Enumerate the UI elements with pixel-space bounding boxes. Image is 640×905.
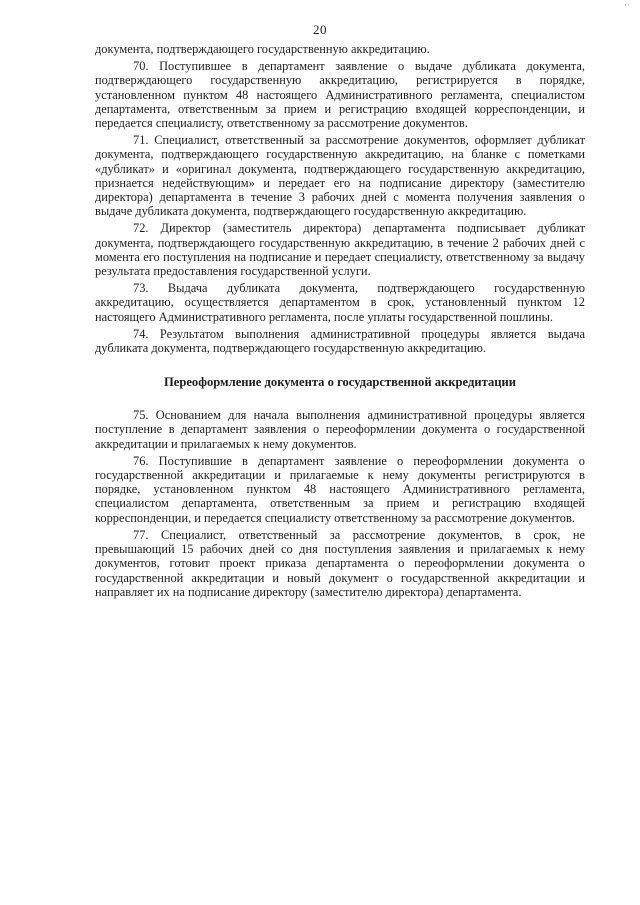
paragraph-continuation: документа, подтверждающего государственную аккредитацию. <box>95 42 430 56</box>
section-heading: Переоформление документа о государственной аккредитации <box>163 375 517 390</box>
paragraph-77: 77. Специалист, ответственный за рассмотрение документов, в срок, не превышающий 15 рабочих дней со дня поступления заявления и прилагаемых к нему документов, готовит проект приказа департамента о переоформлении документа о государственной аккредитации и новый документ о государственной аккредитации и направляет их на подписание директору (заместителю директора) департамента. <box>95 527 585 599</box>
corner-mark: ·· <box>624 0 630 10</box>
paragraph-73: 73. Выдача дубликата документа, подтверждающего государственную аккредитацию, осуществляется департаментом в срок, установленный пунктом 12 настоящего Административного регламента, после уплаты государственной пошлины. <box>95 281 585 324</box>
paragraph-76: 76. Поступившие в департамент заявление о переоформлении документа о государственной аккредитации и прилагаемые к нему документы регистрируются в порядке, установленном пунктом 48 настоящего Административного регламента, специалистом департамента, ответственным за прием и регистрацию входящей корреспонденции, и передается специалисту ответственному за рассмотрение документов. <box>95 453 585 525</box>
document-body <box>95 42 585 602</box>
paragraph-75: 75. Основанием для начала выполнения административной процедуры является поступление в департамент заявления о переоформлении документа о государственной аккредитации и прилагаемых к нему документов. <box>95 408 585 451</box>
paragraph-72: 72. Директор (заместитель директора) департамента подписывает дубликат документа, подтверждающего государственную аккредитацию, в течение 2 рабочих дней с момента его поступления на подписание и передает специалисту, ответственному за выдачу результата предоставления государственной услуги. <box>95 221 585 279</box>
paragraph-71: 71. Специалист, ответственный за рассмотрение документов, оформляет дубликат документа, подтверждающего государственную аккредитацию, на бланке с пометками «дубликат» и «оригинал документа, подтверждающего государственную аккредитацию, признается недействующим» и передает его на подписание директору (заместителю директора) департамента в течение 3 рабочих дней с момента получения заявления о выдаче дубликата документа, подтверждающего государственную аккредитацию. <box>95 133 585 219</box>
page-number: 20 <box>313 22 327 37</box>
paragraph-70: 70. Поступившее в департамент заявление о выдаче дубликата документа, подтверждающего государственную аккредитацию, регистрируется в порядке, установленном пунктом 48 настоящего Административного регламента, специалистом департамента, ответственным за прием и регистрацию входящей корреспонденции, и передается специалисту, ответственному за рассмотрение документов. <box>95 59 585 131</box>
paragraph-74: 74. Результатом выполнения административной процедуры является выдача дубликата документа, подтверждающего государственную аккредитацию. <box>95 326 585 356</box>
